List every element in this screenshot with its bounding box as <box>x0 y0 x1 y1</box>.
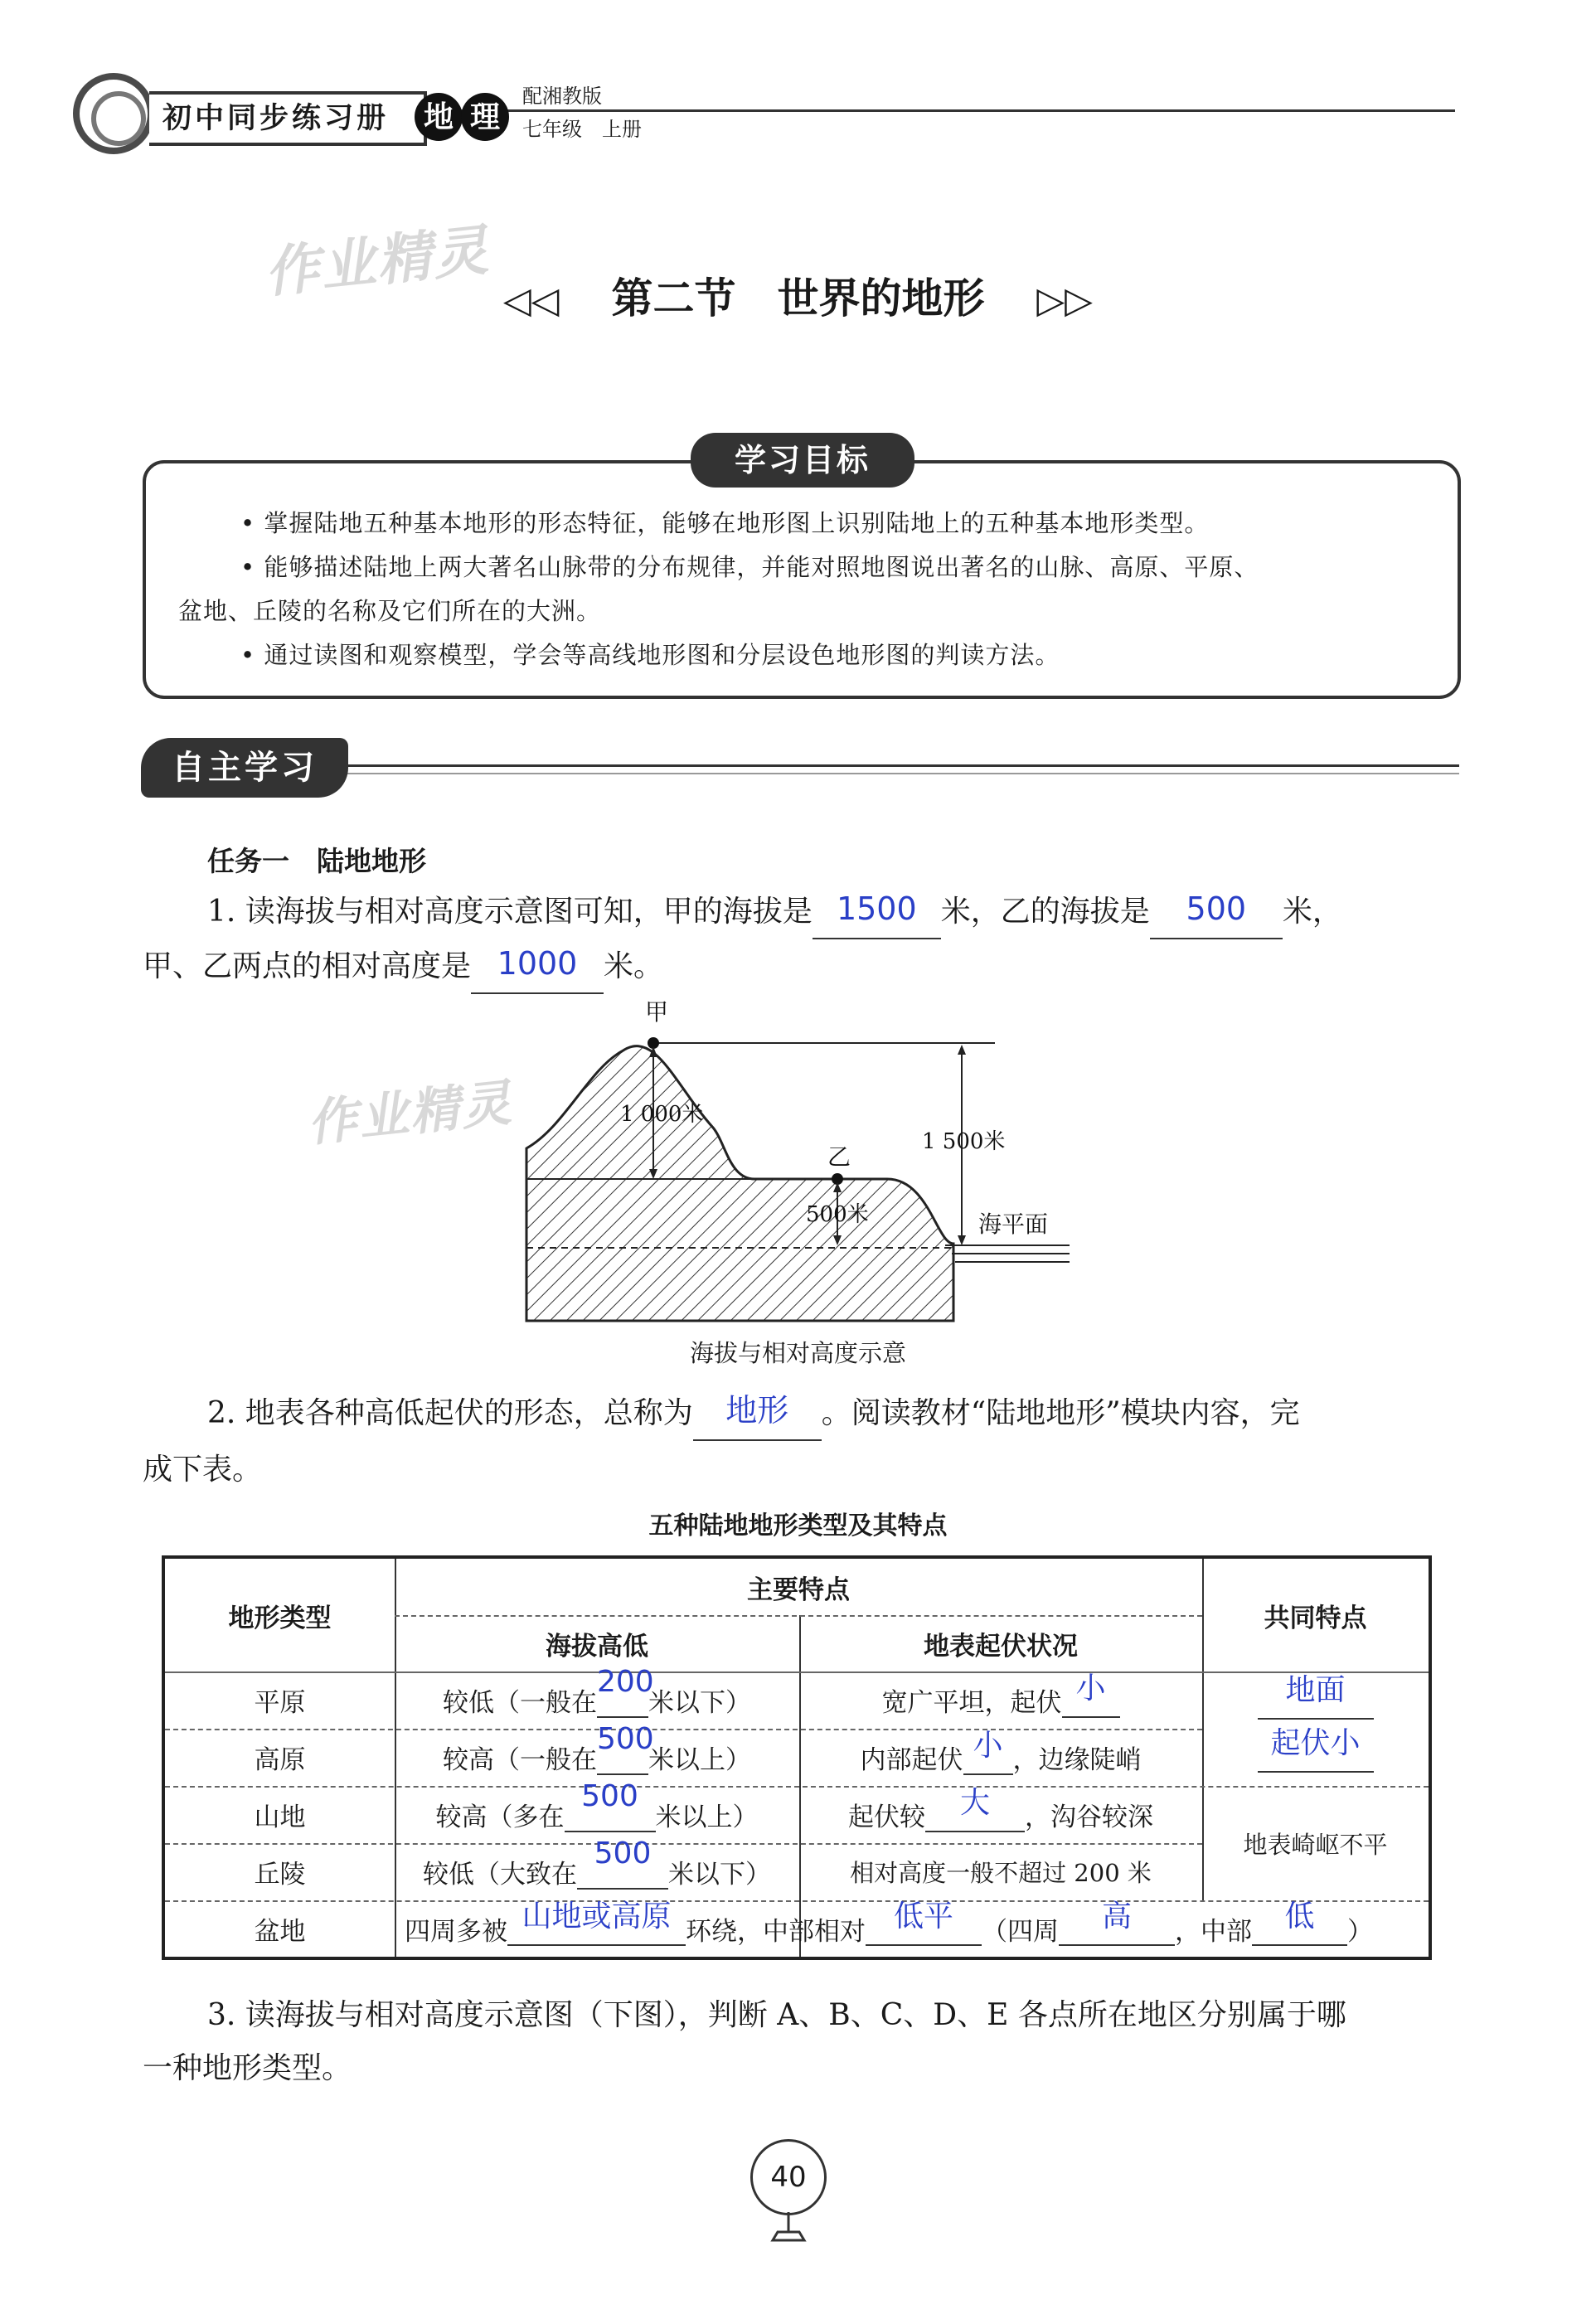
basin-mid-1: 环绕，中部相对 <box>686 1916 866 1947</box>
watermark-top: 作业精灵 <box>261 217 492 305</box>
plateau-relief-post: ，边缘陡峭 <box>1012 1745 1142 1775</box>
label-alt-jia: 1 500米 <box>922 1129 1006 1154</box>
plain-alt-answer: 200 <box>597 1664 654 1699</box>
row-hill-alt <box>395 1836 799 1900</box>
basin-blank-3[interactable] <box>1059 1899 1175 1946</box>
common-answer-2: 起伏小 <box>1270 1726 1361 1760</box>
landform-table <box>162 1555 1432 1960</box>
q1-answer-2: 500 <box>1186 890 1247 927</box>
mountain-alt-blank[interactable] <box>565 1778 656 1832</box>
plain-relief-pre: 宽广平坦，起伏 <box>881 1688 1062 1718</box>
common-mountain-hill: 地表崎岖不平 <box>1243 1830 1388 1859</box>
q1-text-1: 1. 读海拔与相对高度示意图可知，甲的海拔是 <box>207 895 813 929</box>
row-hill-relief: 相对高度一般不超过 200 米 <box>850 1859 1152 1887</box>
mountain-alt-answer: 500 <box>581 1778 638 1813</box>
task-1-heading: 任务一 陆地地形 <box>207 845 426 877</box>
hill-alt-pre: 较低（大致在 <box>423 1860 577 1890</box>
row-plateau-name: 高原 <box>254 1745 306 1775</box>
globe-logo-icon <box>73 73 154 154</box>
basin-blank-4[interactable] <box>1252 1899 1347 1946</box>
plain-relief-blank[interactable] <box>1062 1671 1120 1718</box>
subject-char-1: 地 <box>415 93 463 141</box>
q1-text-4: 甲、乙两点的相对高度是 <box>143 949 472 983</box>
q2-text-1: 2. 地表各种高低起伏的形态，总称为 <box>207 1396 693 1430</box>
subject-char-2: 理 <box>461 93 509 141</box>
objective-2-cont: 盆地、丘陵的名称及它们所在的大洲。 <box>178 597 602 625</box>
common-answer-1: 地面 <box>1285 1673 1346 1707</box>
q1-answer-3: 1000 <box>497 945 578 982</box>
mountain-alt-pre: 较高（多在 <box>435 1802 565 1832</box>
row-basin-name: 盆地 <box>254 1916 306 1947</box>
common-blank-1[interactable] <box>1258 1673 1374 1720</box>
q1-blank-2[interactable] <box>1150 890 1283 939</box>
mountain-relief-answer: 大 <box>959 1785 990 1820</box>
section-title <box>0 265 1596 325</box>
q1-text-3: 米， <box>1282 895 1342 929</box>
question-1-line-2 <box>143 939 663 994</box>
label-rel-height: 1 000米 <box>620 1102 704 1127</box>
objective-2: • 能够描述陆地上两大著名山脉带的分布规律，并能对照地图说出著名的山脉、高原、平原、 <box>240 553 1259 581</box>
row-hill-name: 丘陵 <box>254 1860 306 1890</box>
self-study-rule-2 <box>332 773 1459 774</box>
th-relief: 地表起伏状况 <box>924 1631 1078 1662</box>
table-title: 五种陆地地形类型及其特点 <box>648 1511 948 1540</box>
hill-alt-blank[interactable] <box>577 1836 668 1890</box>
basin-blank-1[interactable] <box>507 1899 686 1946</box>
label-alt-yi: 500米 <box>806 1202 869 1227</box>
question-3-line-1: 3. 读海拔与相对高度示意图（下图），判断 A、B、C、D、E 各点所在地区分别属于哪 <box>207 1998 1346 2032</box>
q1-answer-1: 1500 <box>836 890 917 927</box>
plateau-alt-blank[interactable] <box>597 1721 654 1775</box>
plateau-relief-answer: 小 <box>973 1728 1003 1763</box>
mountain-relief-pre: 起伏较 <box>848 1802 925 1832</box>
q2-text-2: 。阅读教材“陆地地形”模块内容，完 <box>821 1396 1300 1430</box>
question-2-line-1 <box>207 1386 1300 1441</box>
basin-mid-3: ，中部 <box>1175 1916 1252 1947</box>
common-plain-plateau <box>1202 1671 1429 1786</box>
basin-mid-2: （四周 <box>982 1916 1059 1947</box>
row-plain-alt <box>395 1664 799 1729</box>
section-title-text: 第二节 世界的地形 <box>611 274 985 323</box>
hill-alt-answer: 500 <box>594 1836 652 1870</box>
row-mountain-relief <box>799 1786 1202 1843</box>
objectives-tag: 学习目标 <box>691 433 914 488</box>
plain-alt-post: 米以下） <box>648 1688 751 1718</box>
q1-text-5: 米。 <box>604 949 664 983</box>
basin-pre: 四周多被 <box>405 1916 507 1947</box>
q1-blank-3[interactable] <box>471 945 604 994</box>
row-basin-desc <box>395 1900 1429 1957</box>
th-common: 共同特点 <box>1264 1603 1367 1633</box>
plateau-alt-answer: 500 <box>597 1721 654 1756</box>
row-mountain-name: 山地 <box>254 1802 306 1832</box>
plain-alt-blank[interactable] <box>597 1664 654 1718</box>
mountain-relief-blank[interactable] <box>925 1785 1025 1832</box>
basin-blank-2[interactable] <box>866 1899 982 1946</box>
q2-answer: 地形 <box>725 1392 789 1429</box>
question-2-line-2: 成下表。 <box>143 1453 263 1487</box>
basin-answer-3: 高 <box>1101 1899 1132 1933</box>
mountain-alt-post: 米以上） <box>655 1802 759 1832</box>
row-plain-relief <box>799 1671 1202 1729</box>
terrain-profile <box>526 1046 953 1321</box>
plain-alt-pre: 较低（一般在 <box>443 1688 597 1718</box>
q1-text-2: 米，乙的海拔是 <box>940 895 1150 929</box>
label-yi: 乙 <box>827 1143 851 1171</box>
row-plain-name: 平原 <box>254 1688 306 1718</box>
basin-answer-2: 低平 <box>893 1899 953 1933</box>
page-number: 40 <box>750 2139 827 2215</box>
label-sea-level: 海平面 <box>978 1211 1049 1238</box>
plain-relief-answer: 小 <box>1075 1671 1106 1705</box>
th-type: 地形类型 <box>228 1603 332 1633</box>
q1-blank-1[interactable] <box>813 890 941 939</box>
question-3-line-2: 一种地形类型。 <box>143 2051 352 2085</box>
common-blank-2[interactable] <box>1258 1726 1374 1773</box>
basin-answer-1: 山地或高原 <box>521 1899 672 1933</box>
left-triangles-icon: ◁◁ <box>502 279 560 322</box>
row-plateau-relief <box>799 1729 1202 1786</box>
question-1-line-1 <box>207 885 1476 939</box>
watermark-middle: 作业精灵 <box>304 1074 516 1153</box>
row-mountain-alt <box>395 1778 799 1843</box>
book-title: 初中同步练习册 <box>149 91 427 146</box>
grade-label: 七年级 上册 <box>522 118 642 141</box>
right-triangles-icon: ▷▷ <box>1036 279 1094 322</box>
plateau-alt-post: 米以上） <box>648 1745 751 1775</box>
sea-lines <box>945 1245 1070 1262</box>
row-plateau-alt <box>395 1721 799 1786</box>
elevation-diagram <box>514 995 1078 1343</box>
label-jia: 甲 <box>645 998 669 1026</box>
q2-blank[interactable] <box>693 1392 822 1441</box>
objective-3: • 通过读图和观察模型，学会等高线地形图和分层设色地形图的判读方法。 <box>240 641 1060 669</box>
hill-alt-post: 米以下） <box>668 1860 771 1890</box>
basin-post: ） <box>1347 1916 1373 1947</box>
diagram-caption: 海拔与相对高度示意 <box>689 1339 906 1367</box>
self-study-rule <box>332 764 1459 767</box>
globe-stand-icon <box>763 2212 814 2245</box>
th-alt: 海拔高低 <box>546 1631 648 1662</box>
plateau-relief-pre: 内部起伏 <box>860 1745 963 1775</box>
objective-1: • 掌握陆地五种基本地形的形态特征，能够在地形图上识别陆地上的五种基本地形类型。 <box>240 509 1210 537</box>
edition-label: 配湘教版 <box>522 85 602 108</box>
plateau-alt-pre: 较高（一般在 <box>443 1745 597 1775</box>
plateau-relief-blank[interactable] <box>963 1728 1013 1775</box>
basin-answer-4: 低 <box>1284 1899 1315 1933</box>
self-study-tag: 自主学习 <box>141 738 348 798</box>
mountain-relief-post: ，沟谷较深 <box>1025 1802 1153 1832</box>
th-main: 主要特点 <box>747 1574 850 1605</box>
